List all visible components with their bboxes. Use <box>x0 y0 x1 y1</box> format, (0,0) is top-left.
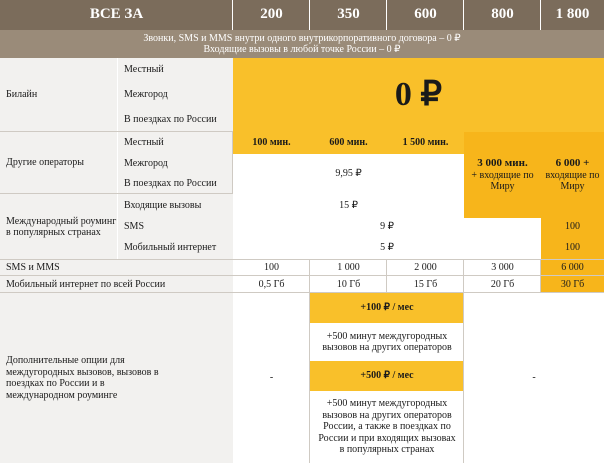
plan-header-800: 800 <box>464 0 541 30</box>
sms-mms-label: SMS и MMS <box>0 260 233 276</box>
roaming-sms-price: 9 ₽ <box>233 218 541 236</box>
grid-line <box>309 293 310 463</box>
options-dash-800: - <box>464 293 604 463</box>
beeline-intercity-label: Межгород <box>118 82 233 107</box>
option-2-description: +500 минут междугородных вызовов на других операторов России, а также в поездках по России и при входящих вызовах в популярных странах <box>310 391 464 463</box>
grid-line <box>0 292 604 293</box>
internet-russia-800: 20 Гб <box>464 276 541 293</box>
subheader-line-2: Входящие вызовы в любой точке России – 0 ₽ <box>203 44 401 55</box>
grid-line <box>386 260 387 293</box>
plan-header-200: 200 <box>233 0 310 30</box>
internet-russia-200: 0,5 Гб <box>233 276 310 293</box>
beeline-trips-label: В поездках по России <box>118 107 233 132</box>
other-intercity-price: 9,95 ₽ <box>233 154 464 194</box>
grid-line <box>232 132 233 194</box>
grid-line <box>0 259 604 260</box>
grid-line <box>232 0 233 30</box>
grid-line <box>463 0 464 30</box>
option-1-price: +100 ₽ / мес <box>310 293 464 323</box>
plan-800-minutes-cell <box>464 132 541 218</box>
sms-mms-600: 2 000 <box>387 260 464 276</box>
grid-line <box>386 0 387 30</box>
beeline-label: Билайн <box>0 58 118 132</box>
other-intercity-label: Межгород <box>118 154 233 174</box>
grid-line <box>117 58 118 260</box>
roaming-sms-label: SMS <box>118 218 233 236</box>
internet-russia-label: Мобильный интернет по всей России <box>0 276 233 293</box>
roaming-label: Международный роуминг в популярных странах <box>0 194 118 260</box>
plan-header-1800: 1 800 <box>541 0 604 30</box>
internet-russia-600: 15 Гб <box>387 276 464 293</box>
other-local-minutes-350: 600 мин. <box>310 132 387 154</box>
other-local-label: Местный <box>118 132 233 154</box>
sms-mms-350: 1 000 <box>310 260 387 276</box>
roaming-sms-1800: 100 <box>541 218 604 236</box>
subheader-banner <box>0 30 604 58</box>
plan-1800-minutes-note: входящие по Миру <box>545 169 600 193</box>
sms-mms-200: 100 <box>233 260 310 276</box>
internet-russia-1800: 30 Гб <box>541 276 604 293</box>
plan-header-600: 600 <box>387 0 464 30</box>
grid-line <box>540 0 541 30</box>
plan-800-minutes: 3 000 мин. <box>477 157 528 170</box>
options-dash-200: - <box>233 293 310 463</box>
grid-line <box>0 131 233 132</box>
plan-header-350: 350 <box>310 0 387 30</box>
roaming-internet-1800: 100 <box>541 236 604 260</box>
grid-line <box>463 293 464 463</box>
other-local-minutes-200: 100 мин. <box>233 132 310 154</box>
other-trips-label: В поездках по России <box>118 174 233 194</box>
sms-mms-1800: 6 000 <box>541 260 604 276</box>
grid-line <box>0 193 233 194</box>
grid-line <box>0 275 604 276</box>
grid-line <box>309 0 310 30</box>
grid-line <box>309 260 310 293</box>
grid-line <box>463 260 464 293</box>
roaming-incoming-label: Входящие вызовы <box>118 194 233 218</box>
other-local-minutes-600: 1 500 мин. <box>387 132 464 154</box>
grid-line <box>540 260 541 293</box>
beeline-price: 0 ₽ <box>233 58 604 132</box>
options-label: Дополнительные опции для междугородных вызовов, вызовов в поездках по России и в международном роуминге <box>0 293 233 463</box>
roaming-internet-label: Мобильный интернет <box>118 236 233 260</box>
subheader-line-1: Звонки, SMS и MMS внутри одного внутрикорпоративного договора – 0 ₽ <box>143 32 461 44</box>
sms-mms-800: 3 000 <box>464 260 541 276</box>
option-2-price: +500 ₽ / мес <box>310 361 464 391</box>
internet-russia-350: 10 Гб <box>310 276 387 293</box>
roaming-incoming-price: 15 ₽ <box>233 194 464 218</box>
plan-1800-minutes: 6 000 + <box>555 157 590 170</box>
roaming-internet-price: 5 ₽ <box>233 236 541 260</box>
option-1-description: +500 минут междугородных вызовов на других операторов <box>310 323 464 361</box>
beeline-local-label: Местный <box>118 58 233 82</box>
other-operators-label: Другие операторы <box>0 132 118 194</box>
plan-1800-minutes-cell <box>541 132 604 218</box>
plan-800-minutes-note: + входящие по Миру <box>471 169 534 193</box>
header-corner: ВСЕ ЗА <box>0 0 233 30</box>
